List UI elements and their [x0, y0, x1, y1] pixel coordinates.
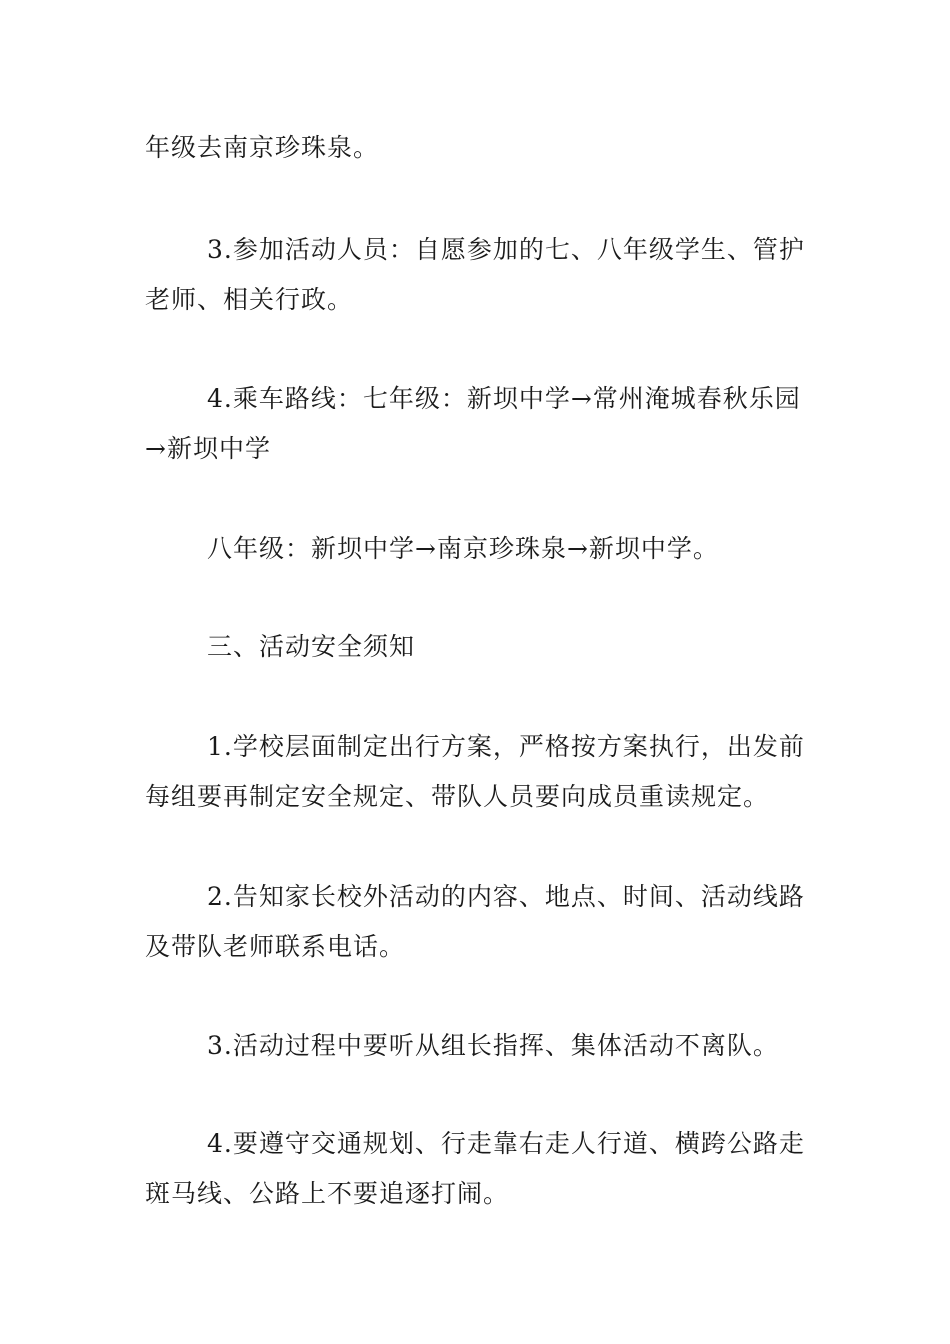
paragraph-safety-2	[145, 872, 807, 972]
paragraph-line: 1.学校层面制定出行方案，严格按方案执行，出发前	[207, 732, 805, 761]
paragraph-line: 3.参加活动人员：自愿参加的七、八年级学生、管护	[207, 235, 805, 264]
paragraph-route-grade8	[145, 524, 807, 574]
section-heading-safety	[145, 622, 807, 672]
paragraph-participants	[145, 225, 807, 325]
paragraph-line: 2.告知家长校外活动的内容、地点、时间、活动线路	[207, 882, 805, 911]
paragraph-safety-4	[145, 1119, 807, 1219]
heading-line: 三、活动安全须知	[207, 632, 416, 661]
paragraph-line: 及带队老师联系电话。	[145, 932, 406, 961]
paragraph-safety-3	[145, 1021, 807, 1071]
paragraph-line: 每组要再制定安全规定、带队人员要向成员重读规定。	[145, 782, 770, 811]
paragraph-line: 八年级：新坝中学→南京珍珠泉→新坝中学。	[207, 534, 719, 563]
paragraph-line: 3.活动过程中要听从组长指挥、集体活动不离队。	[207, 1031, 779, 1060]
paragraph-line: 4.要遵守交通规划、行走靠右走人行道、横跨公路走	[207, 1129, 805, 1158]
paragraph-safety-1	[145, 722, 807, 822]
paragraph-continuation	[145, 123, 807, 173]
paragraph-line: 4.乘车路线：七年级：新坝中学→常州淹城春秋乐园	[207, 384, 801, 413]
paragraph-line: 斑马线、公路上不要追逐打闹。	[145, 1179, 510, 1208]
paragraph-line: 老师、相关行政。	[145, 285, 354, 314]
paragraph-line: →新坝中学	[145, 434, 271, 463]
paragraph-line: 年级去南京珍珠泉。	[145, 133, 380, 162]
paragraph-route	[145, 374, 807, 474]
